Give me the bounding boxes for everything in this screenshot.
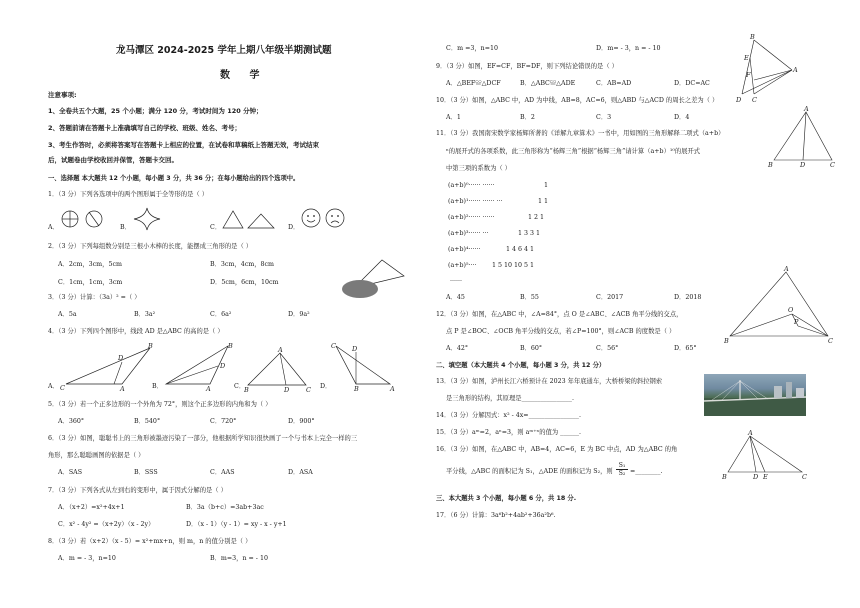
q11-option-a[interactable]: A．45 (446, 294, 465, 301)
q9-option-d[interactable]: D．DC=AC (674, 80, 710, 87)
q1-option-c[interactable]: C． (210, 224, 222, 231)
q7-option-b[interactable]: B．3a（b+c）=3ab+3ac (186, 504, 264, 511)
pascal-row-5-lhs: (a+b)⁵···· (448, 262, 477, 269)
q4-figure-c (244, 345, 314, 393)
q6-option-c[interactable]: C．AAS (210, 469, 235, 476)
note-1: 1、全卷共五个大题，25 个小题；满分 120 分，考试时间为 120 分钟； (48, 107, 263, 115)
q16-fraction-denominator: S₂ (618, 470, 626, 478)
q7-option-c[interactable]: C．x² - 4y² =（x+2y）（x - 2y） (58, 521, 155, 528)
q6-ink-blot-figure (340, 254, 412, 304)
q4-option-b[interactable]: B． (152, 383, 163, 390)
q4d-label-c: C (331, 342, 336, 350)
exam-title: 龙马潭区 2024-2025 学年上期八年级半期测试题 (116, 45, 332, 56)
q12-label-b: B (724, 337, 729, 345)
q8-option-d[interactable]: D．m= - 3，n = - 10 (596, 45, 661, 52)
q4-option-a[interactable]: A． (48, 383, 59, 390)
q17-stem: 17．（6 分）计算：3a⁶b²+4ab²+36a²b⁶. (436, 512, 556, 519)
q16-stem-line2: 平分线，△ABC 的面积记为 S₁，△ADE 的面积记为 S₂，则 (446, 468, 613, 475)
q9-label-b: B (750, 33, 755, 41)
q11-stem-line3: 中第三项的系数为（ ） (446, 165, 511, 172)
q9-figure (736, 32, 800, 106)
q12-label-o: O (788, 306, 794, 314)
q4b-label-b: B (228, 342, 233, 350)
q8-option-c[interactable]: C．m =3，n=10 (446, 45, 499, 52)
q5-option-b[interactable]: B．540° (134, 418, 161, 425)
q4a-label-a: A (120, 385, 125, 392)
q9-label-c: C (752, 96, 757, 104)
q1-figure-b-star (132, 206, 162, 232)
q1-option-a[interactable]: A． (48, 224, 59, 231)
q8-option-a[interactable]: A．m = - 3，n=10 (58, 555, 116, 562)
q9-label-d: D (736, 96, 742, 104)
q4b-label-d: D (220, 362, 226, 370)
pascal-row-1-lhs: (a+b)¹······ ······ ··· (448, 198, 503, 205)
q10-stem: 10．（3 分）如图，△ABC 中，AD 为中线，AB=8，AC=6，则△ABD 与△ACD 的周长之差为（ ） (436, 97, 719, 104)
q10-option-a[interactable]: A．1 (446, 114, 461, 121)
q7-option-d[interactable]: D．（x - 1）（y - 1）= xy - x - y+1 (186, 521, 287, 528)
q16-label-a: A (748, 430, 753, 437)
q1-figure-c-triangles (220, 208, 278, 230)
q10-label-c: C (830, 161, 835, 168)
q12-label-p: P (794, 318, 799, 326)
q2-option-d[interactable]: D．5cm，6cm，10cm (210, 279, 279, 286)
q9-option-c[interactable]: C．AB=AD (596, 80, 632, 87)
q9-label-e: E (744, 54, 749, 62)
q10-label-d: D (800, 161, 806, 168)
q16-fraction-numerator: S₁ (616, 462, 628, 470)
q1-stem: 1．（3 分）下列各选项中的两个图形属于全等形的是（ ） (48, 191, 208, 198)
q1-option-d[interactable]: D． (288, 224, 300, 231)
section3-heading: 三、本大题共 3 个小题，每小题 6 分，共 18 分. (436, 495, 577, 502)
q12-option-a[interactable]: A．42° (446, 345, 469, 352)
q16-label-c: C (802, 473, 807, 481)
q4-figure-a (60, 340, 156, 392)
q10-option-b[interactable]: B．2 (520, 114, 535, 121)
q12-label-c: C (828, 337, 833, 345)
q2-stem: 2．（3 分）下列每组数分别是三根小木棒的长度，能摆成三角形的是（ ） (48, 243, 253, 250)
q9-stem: 9．（3 分）如图，EF=CF，BF=DF，则下列结论错误的是（ ） (436, 63, 618, 70)
q4c-label-a: A (278, 346, 283, 354)
q5-option-c[interactable]: C．720° (210, 418, 237, 425)
pascal-row-1-coef: 1 1 (538, 198, 549, 205)
q2-option-a[interactable]: A．2cm，3cm，5cm (58, 261, 122, 268)
q1-figure-d-faces (300, 206, 348, 230)
q10-figure (766, 106, 838, 168)
bridge-photo (704, 374, 806, 416)
pascal-row-0-lhs: (a+b)⁰······ ······ (448, 182, 495, 189)
pascal-row-4-lhs: (a+b)⁴······ (448, 246, 481, 253)
q10-label-a: A (804, 106, 809, 113)
q8-stem: 8．（3 分）若（x+2）（x - 5）= x²+mx+n，则 m，n 的值分别是（ ） (48, 538, 252, 545)
pascal-row-3-lhs: (a+b)³······ ··· (448, 230, 489, 237)
q4d-label-d: D (352, 345, 358, 353)
q10-option-d[interactable]: D．4 (674, 114, 690, 121)
pascal-row-2-coef: 1 2 1 (528, 214, 545, 221)
q1-figure-a (60, 208, 106, 230)
q16-answer-blank[interactable]: =________. (630, 468, 663, 475)
q12-label-a: A (784, 265, 789, 273)
q10-label-b: B (768, 161, 773, 168)
q2-option-b[interactable]: B．3cm，4cm，8cm (210, 261, 275, 268)
bridge-photo-drawing (704, 374, 806, 416)
q6-option-d[interactable]: D．ASA (288, 469, 313, 476)
pascal-continue-dots: ······ (450, 278, 463, 285)
notes-heading: 注意事项: (48, 91, 77, 99)
q16-fraction (616, 462, 628, 477)
pascal-row-0-coef: 1 (544, 182, 549, 189)
q4c-label-d: D (284, 386, 290, 393)
q9-label-a: A (793, 66, 798, 74)
exam-subject: 数 学 (220, 70, 268, 81)
q5-stem: 5．（3 分）若一个正多边形的一个外角为 72°，则这个正多边形的内角和为（ ） (48, 401, 272, 408)
q12-option-d[interactable]: D．65° (674, 345, 697, 352)
q9-option-a[interactable]: A．△BEF≌△DCF (446, 80, 501, 87)
q6-stem-line2: 角形，那么聪聪画图的依据是（ ） (48, 452, 145, 459)
pascal-row-5-coef: 1 5 10 10 5 1 (492, 262, 535, 269)
q4-figure-d (328, 340, 398, 392)
q4b-label-a: A (206, 385, 211, 392)
q6-stem-line1: 6．（3 分）如图，聪聪书上的三角形被墨迹污染了一部分，他根据所学知识很快画了一个与书本上完全一样的三 (48, 435, 358, 442)
q11-stem-line1: 11．（3 分）我国南宋数学家杨辉所著的《详解九章算术》一书中，用如图的三角形解释二项式（a+b） (436, 130, 725, 137)
q5-option-a[interactable]: A．360° (58, 418, 85, 425)
q13-stem-line1: 13．（3 分）如图，泸州长江六桥预计在 2023 年年底通车，大桥桥梁的斜拉钢索 (436, 378, 663, 385)
q16-label-d: D (753, 473, 759, 481)
q2-option-c[interactable]: C．1cm，1cm，3cm (58, 279, 123, 286)
q4c-label-c: C (306, 386, 311, 393)
q5-option-d[interactable]: D．900° (288, 418, 315, 425)
q3-option-b[interactable]: B．3a² (134, 311, 156, 318)
q4d-label-a: A (390, 385, 395, 392)
note-2: 2、答题前请在答题卡上准确填写自己的学校、班级、姓名、考号； (48, 124, 242, 132)
pascal-row-2-lhs: (a+b)²······ ······ (448, 214, 495, 221)
q12-stem-line1: 12．（3 分）如图，在△ABC 中，∠A=84°，点 O 是∠ABC、∠ACB 角平分线的交点， (436, 311, 683, 318)
q7-stem: 7．（3 分）下列各式从左到右的变形中，属于因式分解的是（ ） (48, 487, 227, 494)
q4-stem: 4．（3 分）下列四个图形中，线段 AD 是△ABC 的高的是（ ） (48, 328, 224, 335)
q16-figure (722, 430, 812, 482)
pascal-row-3-coef: 1 3 3 1 (518, 230, 541, 237)
q10-option-c[interactable]: C．3 (596, 114, 612, 121)
q3-option-a[interactable]: A．5a (58, 311, 77, 318)
q13-stem-line2: 是三角形的结构，其原理是________________. (446, 395, 574, 402)
q4a-label-c: C (60, 384, 65, 392)
q3-stem: 3．（3 分）计算：（3a）² =（ ） (48, 294, 141, 301)
pascal-row-4-coef: 1 4 6 4 1 (506, 246, 535, 253)
q6-option-a[interactable]: A．SAS (58, 469, 83, 476)
q12-figure (724, 264, 838, 346)
note-4: 后，试题卷由学校收回并保管，答题卡交回。 (48, 156, 178, 164)
q12-option-c[interactable]: C．56° (596, 345, 619, 352)
q3-option-c[interactable]: C．6a² (210, 311, 232, 318)
q14-stem: 14．（3 分）分解因式：x² - 4x=________________. (436, 412, 581, 419)
section2-heading: 二、填空题（本大题共 4 个小题，每小题 3 分，共 12 分） (436, 362, 606, 369)
q3-option-d[interactable]: D．9a² (288, 311, 310, 318)
q8-option-b[interactable]: B．m=3，n = - 10 (210, 555, 268, 562)
q4a-label-d: D (118, 354, 124, 362)
q11-option-b[interactable]: B．55 (520, 294, 539, 301)
q9-option-b[interactable]: B．△ABC≌△ADE (520, 80, 576, 87)
q11-option-d[interactable]: D．2018 (674, 294, 702, 301)
q4-option-d[interactable]: D． (320, 383, 332, 390)
q12-option-b[interactable]: B．60° (520, 345, 543, 352)
q4c-label-b: B (244, 386, 249, 393)
q4-option-c[interactable]: C． (234, 383, 246, 390)
q11-stem-line2: ⁿ的展开式的各项系数，此三角形称为“杨辉三角”根据“杨辉三角”请计算（a+b）¹⁰的展开式 (446, 148, 701, 155)
note-3: 3、考生作答时，必须将答案写在答题卡上相应的位置，在试卷和草稿纸上答题无效，考试结束 (48, 141, 320, 149)
q4d-label-b: B (354, 385, 359, 392)
q16-stem-line1: 16．（3 分）如图，在△ABC 中，AB=4，AC=6，E 为 BC 中点，AD 为△ABC 的角 (436, 446, 678, 453)
q4a-label-b: B (148, 342, 153, 350)
q7-option-a[interactable]: A．（x+2）=x²+4x+1 (58, 504, 125, 511)
q1-option-b[interactable]: B． (120, 224, 131, 231)
q15-stem: 15．（3 分）aᵐ=2，aⁿ=3，则 aᵐ⁺ⁿ的值为 ______. (436, 429, 582, 436)
q12-stem-line2: 点 P 是∠BOC、∠OCB 角平分线的交点，若∠P=100°，则∠ACB 的度数是（ ） (446, 328, 676, 335)
q16-label-b: B (722, 473, 727, 481)
q9-label-f: F (746, 71, 751, 79)
q6-option-b[interactable]: B．SSS (134, 469, 158, 476)
q11-option-c[interactable]: C．2017 (596, 294, 624, 301)
q4-figure-b (162, 340, 242, 392)
section1-heading: 一、选择题 本大题共 12 个小题，每小题 3 分，共 36 分；在每小题给出的四个选项中。 (48, 175, 300, 182)
q16-label-e: E (763, 473, 768, 481)
